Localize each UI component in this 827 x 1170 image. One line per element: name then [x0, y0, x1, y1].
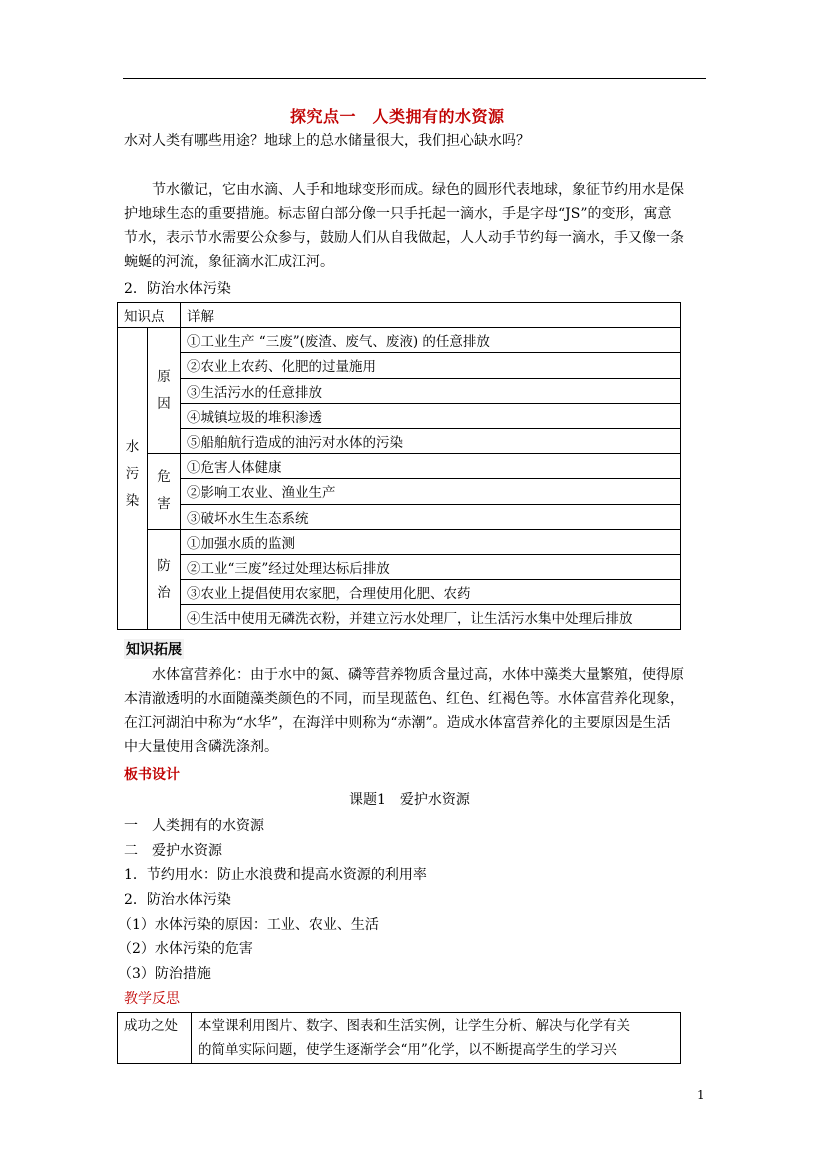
paragraph-line: 中大量使用含磷洗涤剂。: [124, 739, 278, 755]
paragraph-line: 水体富营养化：由于水中的氮、磷等营养物质含量过高，水体中藻类大量繁殖，使得原: [152, 667, 684, 683]
table-row: ②工业“三废”经过处理达标后排放: [181, 554, 681, 579]
table-header-detail: 详解: [181, 303, 681, 328]
section-heading: 探究点一 人类拥有的水资源: [290, 107, 505, 126]
paragraph-line: 节水，表示节水需要公众参与，鼓励人们从自我做起，人人动手节约每一滴水，手又像一条: [124, 230, 684, 246]
page-number: 1: [697, 1088, 705, 1102]
group-label-cause: 原 因: [148, 328, 181, 454]
table-row: ⑤船舶航行造成的油污对水体的污染: [181, 428, 681, 453]
table-row: ②影响工农业、渔业生产: [181, 479, 681, 504]
paragraph-line: 护地球生态的重要措施。标志留白部分像一只手托起一滴水，手是字母“JS”的变形，寓意: [124, 206, 672, 222]
reflection-line: 本堂课利用图片、数字、图表和生活实例，让学生分析、解决与化学有关: [198, 1018, 630, 1034]
reflection-line: 的简单实际问题，使学生逐渐学会“用”化学，以不断提高学生的学习兴: [198, 1042, 617, 1058]
group-label-harm: 危 害: [148, 454, 181, 530]
paragraph-line: 本清澈透明的水面随藻类颜色的不同，而呈现蓝色、红色、红褐色等。水体富营养化现象，: [124, 691, 684, 707]
board-line: 一 人类拥有的水资源: [124, 818, 264, 834]
table-row: ②农业上农药、化肥的过量施用: [181, 353, 681, 378]
reflection-label: 成功之处: [118, 1013, 192, 1064]
section-2-title: 2．防治水体污染: [124, 281, 231, 297]
board-line: 二 爱护水资源: [124, 843, 222, 859]
reflection-title: 教学反思: [124, 991, 180, 1007]
table-row: ③农业上提倡使用农家肥，合理使用化肥、农药: [181, 580, 681, 605]
reflection-content: [192, 1013, 681, 1064]
board-line: 2．防治水体污染: [124, 892, 231, 908]
table-row: ③破坏水生生态系统: [181, 504, 681, 529]
board-line: （2）水体污染的危害: [118, 941, 253, 957]
reflection-table: [117, 1012, 681, 1064]
lesson-title: 课题1 爱护水资源: [349, 792, 470, 808]
table-row: ①危害人体健康: [181, 454, 681, 479]
table-header-topic: 知识点: [118, 303, 181, 328]
paragraph-line: 在江河湖泊中称为“水华”，在海洋中则称为“赤潮”。造成水体富营养化的主要原因是生活: [124, 715, 671, 731]
knowledge-ext-paragraph: [124, 663, 692, 759]
table-row: ①工业生产 “三废”(废渣、废气、废液) 的任意排放: [181, 328, 681, 353]
topic-cell: 水 污 染: [118, 328, 148, 630]
header-rule: [123, 78, 706, 79]
table-row: ③生活污水的任意排放: [181, 378, 681, 403]
paragraph-line: 蜿蜒的河流，象征滴水汇成江河。: [124, 254, 334, 270]
board-design-title: 板书设计: [124, 767, 180, 783]
board-line: （3）防治措施: [118, 966, 211, 982]
pollution-table: [117, 302, 681, 630]
board-line: （1）水体污染的原因：工业、农业、生活: [118, 917, 379, 933]
knowledge-ext-title: 知识拓展: [124, 639, 184, 659]
emblem-paragraph: [124, 178, 692, 274]
table-row: ④城镇垃圾的堆积渗透: [181, 403, 681, 428]
paragraph-line: 节水徽记，它由水滴、人手和地球变形而成。绿色的圆形代表地球，象征节约用水是保: [152, 182, 684, 198]
table-row: ①加强水质的监测: [181, 529, 681, 554]
group-label-prevention: 防 治: [148, 529, 181, 630]
board-line: 1．节约用水：防止水浪费和提高水资源的利用率: [124, 867, 427, 883]
table-row: ④生活中使用无磷洗衣粉，并建立污水处理厂，让生活污水集中处理后排放: [181, 605, 681, 630]
question-text: 水对人类有哪些用途？地球上的总水储量很大，我们担心缺水吗？: [124, 133, 530, 149]
